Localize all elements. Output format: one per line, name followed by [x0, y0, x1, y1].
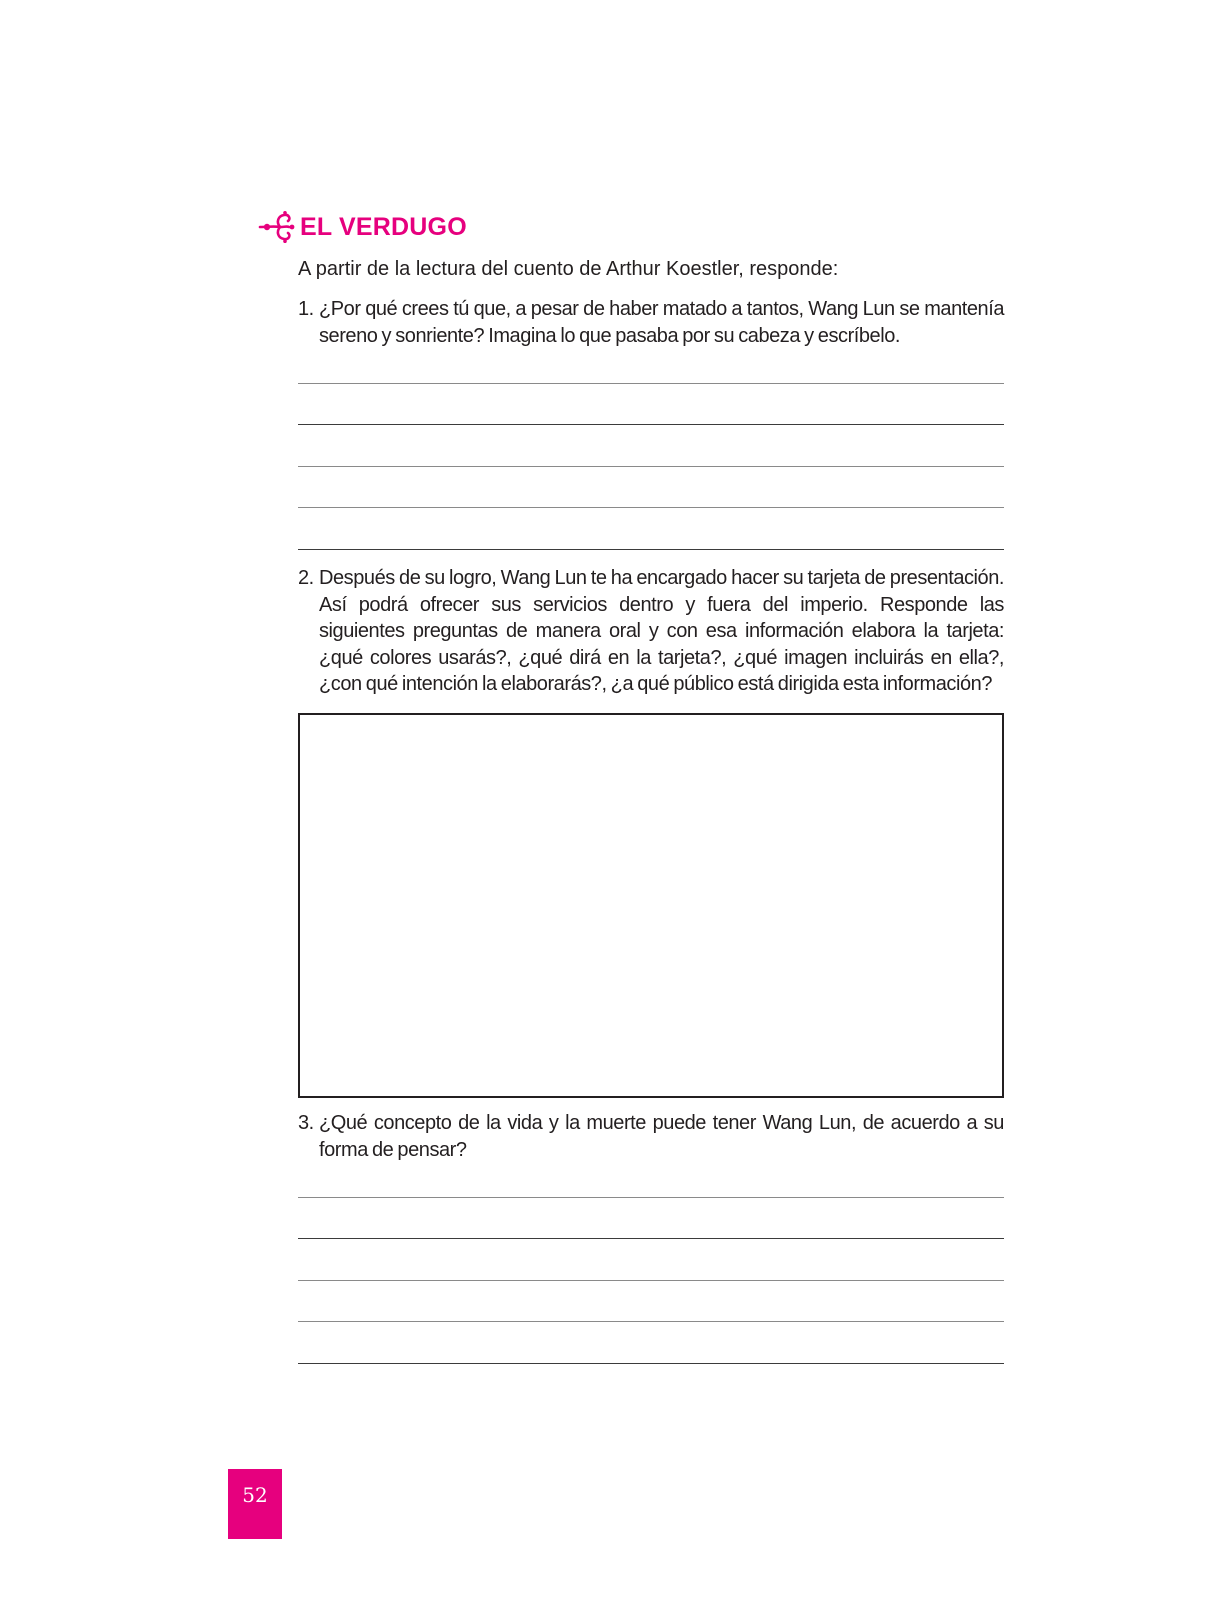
- page-number: 52: [242, 1483, 268, 1507]
- question-text: Después de su logro, Wang Lun te ha encargado hacer su tarjeta de presentación. Así podrá ofrecer sus servicios dentro y fuera del imperio. Responde las siguientes preguntas de manera oral y con esa información elabora la tarjeta: ¿qué colores usarás?, ¿qué dirá en la tarjeta?, ¿qué imagen incluirás en ella?, ¿con qué intención la elaborarás?, ¿a qué público está dirigida esta información?: [319, 567, 1004, 695]
- section-title: EL VERDUGO: [300, 212, 467, 241]
- question-number: 3.: [298, 1112, 314, 1134]
- answer-line[interactable]: [298, 466, 1004, 467]
- question-2: [298, 565, 1004, 698]
- answer-line[interactable]: [298, 1363, 1004, 1364]
- question-3: [298, 1110, 1004, 1163]
- business-card-drawing-box[interactable]: [298, 713, 1004, 1098]
- fleuron-ornament-icon: [258, 210, 296, 244]
- question-number: 1.: [298, 298, 314, 320]
- answer-line[interactable]: [298, 1238, 1004, 1239]
- answer-line[interactable]: [298, 1321, 1004, 1322]
- instructions: A partir de la lectura del cuento de Arthur Koestler, responde:: [298, 258, 839, 280]
- section-heading: [258, 210, 467, 244]
- answer-line[interactable]: [298, 1197, 1004, 1198]
- answer-line[interactable]: [298, 383, 1004, 384]
- answer-line[interactable]: [298, 1280, 1004, 1281]
- question-text: ¿Qué concepto de la vida y la muerte puede tener Wang Lun, de acuerdo a su forma de pensar?: [319, 1112, 1004, 1161]
- answer-line[interactable]: [298, 507, 1004, 508]
- page-number-badge: [228, 1469, 282, 1539]
- question-1: [298, 296, 1004, 349]
- question-number: 2.: [298, 567, 314, 589]
- answer-line[interactable]: [298, 549, 1004, 550]
- answer-line[interactable]: [298, 424, 1004, 425]
- question-text: ¿Por qué crees tú que, a pesar de haber matado a tantos, Wang Lun se mantenía sereno y sonriente? Imagina lo que pasaba por su cabeza y escríbelo.: [319, 298, 1004, 347]
